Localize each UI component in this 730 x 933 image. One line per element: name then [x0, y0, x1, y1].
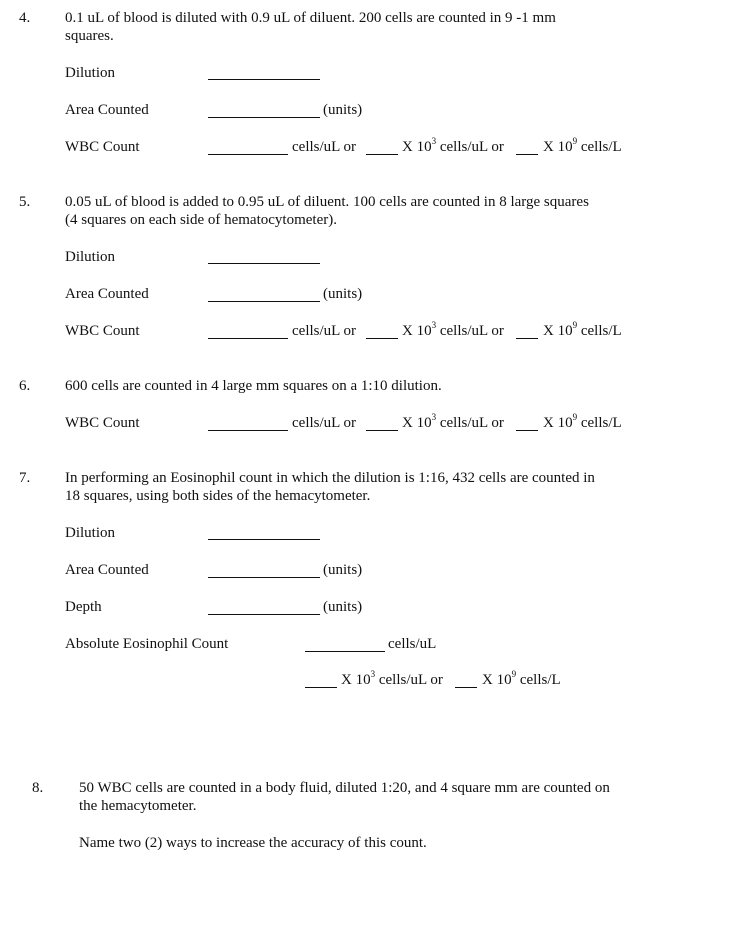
dilution-label: Dilution — [65, 65, 116, 81]
cells-per-ul-label: cells/uL or — [292, 323, 357, 339]
answer-blank[interactable] — [208, 79, 320, 80]
area-counted-label: Area Counted — [65, 286, 149, 302]
x10-9-label: X $10^9$ cells/L — [543, 412, 622, 431]
answer-blank[interactable] — [366, 430, 398, 431]
wbc-count-label: WBC Count — [65, 139, 140, 155]
question-text-line: In performing an Eosinophil count in which the dilution is 1:16, 432 cells are counted in — [65, 470, 595, 486]
answer-blank[interactable] — [208, 539, 320, 540]
area-counted-label: Area Counted — [65, 562, 149, 578]
answer-blank[interactable] — [208, 430, 288, 431]
x10-3-label: X $10^3$ cells/uL or — [402, 320, 504, 339]
question-number: 8. — [32, 780, 44, 796]
answer-blank[interactable] — [208, 154, 288, 155]
units-label: (units) — [323, 599, 363, 615]
dilution-label: Dilution — [65, 525, 116, 541]
answer-blank[interactable] — [208, 614, 320, 615]
units-label: (units) — [323, 286, 363, 302]
answer-blank[interactable] — [516, 430, 538, 431]
x10-9-label: X $10^9$ cells/L — [543, 136, 622, 155]
question-text-line: (4 squares on each side of hematocytometer). — [65, 212, 337, 228]
units-label: (units) — [323, 102, 363, 118]
answer-blank[interactable] — [366, 338, 398, 339]
answer-blank[interactable] — [305, 651, 385, 652]
x10-9-label: X $10^9$ cells/L — [543, 320, 622, 339]
answer-blank[interactable] — [516, 338, 538, 339]
x10-9-label: X $10^9$ cells/L — [482, 669, 561, 688]
cells-per-ul-label: cells/uL or — [292, 415, 357, 431]
question-text-line: 600 cells are counted in 4 large mm squares on a 1:10 dilution. — [65, 378, 442, 394]
units-label: (units) — [323, 562, 363, 578]
dilution-label: Dilution — [65, 249, 116, 265]
answer-blank[interactable] — [208, 577, 320, 578]
x10-3-label: X $10^3$ cells/uL or — [402, 136, 504, 155]
depth-label: Depth — [65, 599, 102, 615]
answer-blank[interactable] — [455, 687, 477, 688]
question-text-line: 0.1 uL of blood is diluted with 0.9 uL of diluent. 200 cells are counted in 9 -1 mm — [65, 10, 556, 26]
question-number: 4. — [19, 10, 31, 26]
answer-blank[interactable] — [366, 154, 398, 155]
question-text-line: 50 WBC cells are counted in a body fluid, diluted 1:20, and 4 square mm are counted on — [79, 780, 610, 796]
question-text-line: 18 squares, using both sides of the hemacytometer. — [65, 488, 371, 504]
question-prompt: Name two (2) ways to increase the accuracy of this count. — [79, 835, 427, 851]
question-text-line: squares. — [65, 28, 114, 44]
cells-per-ul-label: cells/uL or — [292, 139, 357, 155]
answer-blank[interactable] — [208, 263, 320, 264]
absolute-eosinophil-label: Absolute Eosinophil Count — [65, 636, 229, 652]
x10-3-label: X $10^3$ cells/uL or — [402, 412, 504, 431]
area-counted-label: Area Counted — [65, 102, 149, 118]
answer-blank[interactable] — [305, 687, 337, 688]
answer-blank[interactable] — [208, 301, 320, 302]
question-text-line: the hemacytometer. — [79, 798, 197, 814]
answer-blank[interactable] — [516, 154, 538, 155]
question-number: 6. — [19, 378, 31, 394]
question-text-line: 0.05 uL of blood is added to 0.95 uL of diluent. 100 cells are counted in 8 large squares — [65, 194, 589, 210]
answer-blank[interactable] — [208, 338, 288, 339]
question-number: 5. — [19, 194, 31, 210]
question-number: 7. — [19, 470, 31, 486]
wbc-count-label: WBC Count — [65, 323, 140, 339]
cells-per-ul-label: cells/uL — [388, 636, 437, 652]
answer-blank[interactable] — [208, 117, 320, 118]
wbc-count-label: WBC Count — [65, 415, 140, 431]
x10-3-label: X $10^3$ cells/uL or — [341, 669, 443, 688]
